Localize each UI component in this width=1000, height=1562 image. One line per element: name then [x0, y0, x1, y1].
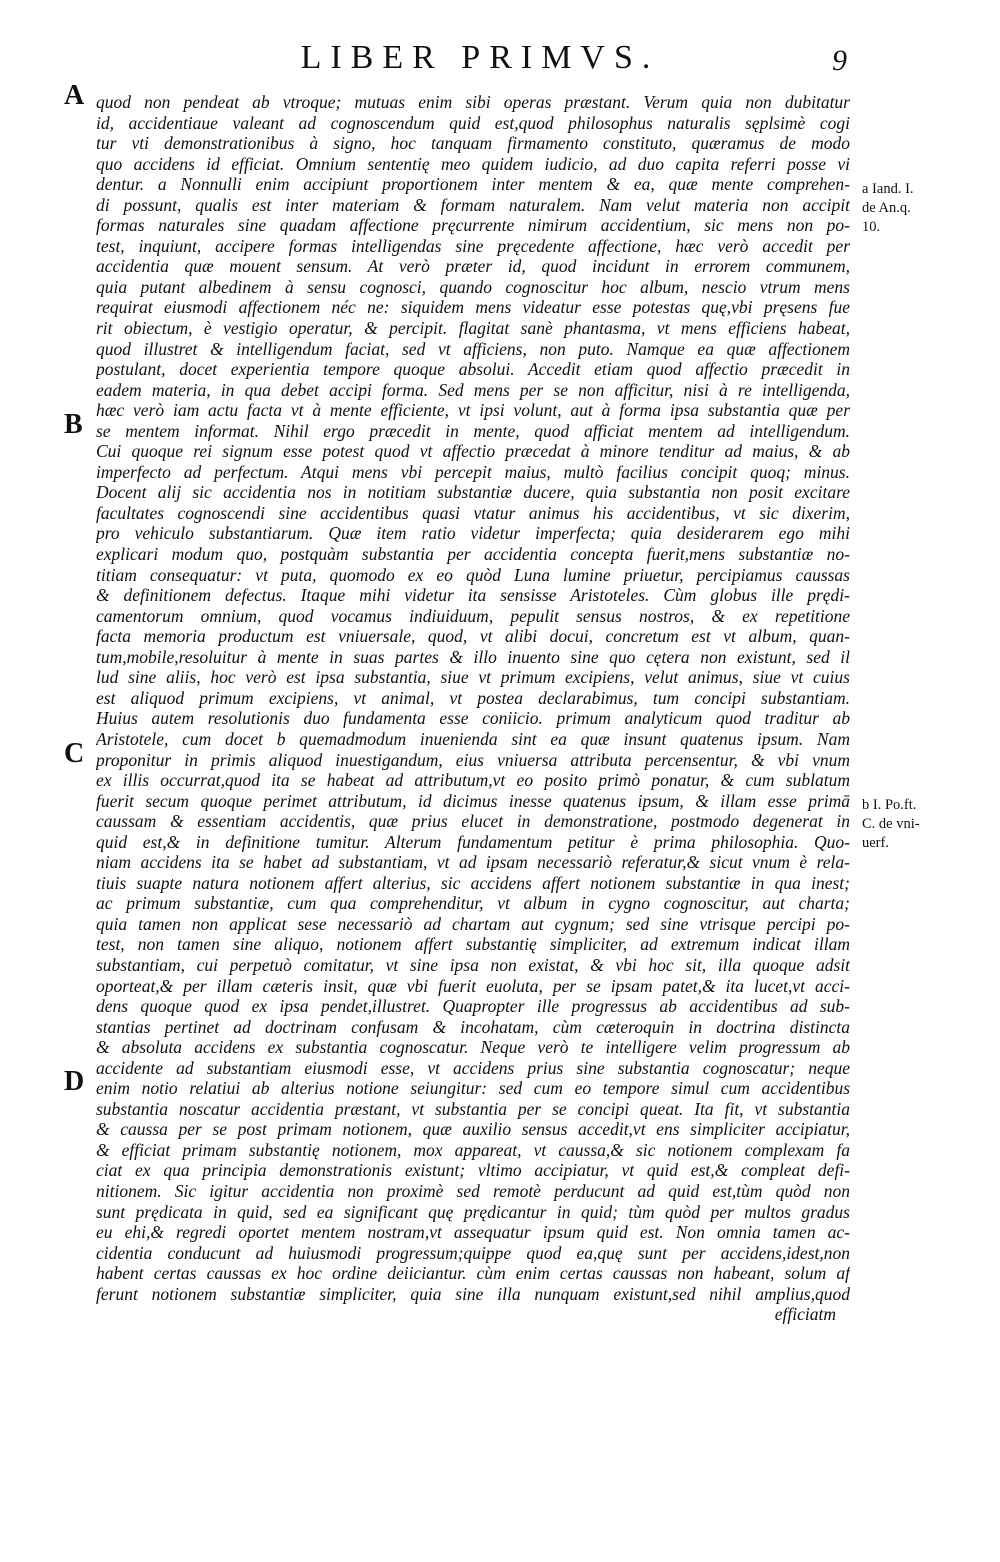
text-line: ac primum substantiæ, cum qua comprehenditur, vt album in cygno cognoscitur, aut charta; — [96, 893, 850, 914]
text-line: quid est,& in definitione tumitur. Alterum fundamentum petitur è prima philosophia. Quo- — [96, 831, 850, 852]
text-line: fuerit secum quoque perimet attributum, id dicimus inesse quatenus ipsum, & illam esse primā — [96, 790, 850, 811]
section-letter-c: C — [64, 738, 85, 769]
text-line: dentur. a Nonnulli enim accipiunt proportionem inter mentem & ea, quæ mente comprehen- — [96, 174, 850, 195]
text-line: cidentia conducunt ad huiusmodi progressum;quippe quod ea,quę sunt per accidens,idest,non — [96, 1242, 850, 1263]
margin-note-b — [862, 796, 982, 853]
text-line: est aliquod primum excipiens, vt animal, vt postea declarabimus, tum concipi substantiam. — [96, 687, 850, 708]
margin-note-a — [862, 180, 982, 237]
text-line: & caussa per se post primam notionem, quæ auxilio sensus accedit,vt ens simpliciter accipiatur, — [96, 1119, 850, 1140]
section-letter-b: B — [64, 409, 83, 440]
text-line: quod non pendeat ab vtroque; mutuas enim sibi operas præstant. Verum quia non dubitatur — [96, 92, 850, 112]
text-line: accidente ad substantiam eiusmodi esse, vt accidens prius sine substantia cognoscatur; neque — [96, 1057, 850, 1078]
text-line: explicari modum quo, postquàm substantia per accidentia concepta fuerit,mens substantiæ no- — [96, 544, 850, 565]
page-number: 9 — [832, 44, 847, 77]
text-line: facta memoria productum est vniuersale, quod, vt alibi docui, concretum est vt album, quan- — [96, 626, 850, 647]
text-line: quia tamen non applicat sese necessariò ad chartam aut cygnum; sed sine vtrisque percipi po- — [96, 913, 850, 934]
text-line: & absoluta accidens ex substantia cognoscatur. Neque verò te intelligere velim progressum ab — [96, 1037, 850, 1058]
text-line: camentorum omnium, quod vocamus indiuiduum, pepulit sensus nostros, & ex repetitione — [96, 605, 850, 626]
text-line: Huius autem resolutionis duo fundamenta esse coniicio. primum analyticum quod traditur ab — [96, 708, 850, 729]
text-line: lud sine aliis, hoc verò est ipsa substantia, siue vt primum excipiens, velut animus, siue vt cuius — [96, 667, 850, 688]
margin-note-line: uerf. — [862, 835, 889, 851]
text-line: dens quoque quod ex ipsa pendet,illustret. Quapropter ille progressus ab accidentibus ad sub- — [96, 996, 850, 1017]
text-line: postulant, docet experientia tempore quoque absolui. Accedit etiam quod affectio præcedit in — [96, 359, 850, 380]
text-line: ex illis occurrat,quod ita se habeat ad attributum,vt eo posito primò ponatur, & cum sublatum — [96, 770, 850, 791]
text-line: quod illustret & intelligendum faciat, sed vt afficiens, non puto. Namque ea quæ affectionem — [96, 338, 850, 359]
text-line: titiam consequatur: vt puta, quomodo ex eo quòd Luna lumine priuetur, percipiamus caussas — [96, 564, 850, 585]
text-line: accidentia quæ mouent sensum. At verò præter id, quod incidunt in errorem communem, — [96, 256, 850, 277]
text-line: Docent alij sic accidentia nos in notitiam substantiæ ducere, quia substantia non posit excitare — [96, 482, 850, 503]
margin-note-line: a Iand. I. — [862, 181, 914, 197]
text-line: eu ehi,& regredi oportet mentem nostram,vt assequatur ipsum quid est. Non omnia tamen ac- — [96, 1222, 850, 1243]
margin-note-line: b I. Po.ft. — [862, 797, 917, 813]
text-line: formas naturales sine quadam affectione pręcurrente nimirum accidentium, sic mens non po- — [96, 215, 850, 236]
text-line: caussam & essentiam accidentis, quæ prius elucet in demonstratione, postmodo degenerat in — [96, 811, 850, 832]
margin-note-line: 10. — [862, 219, 881, 235]
margin-note-line: C. de vni- — [862, 816, 920, 832]
text-line: tur vti demonstrationibus à signo, hoc tanquam firmamento constituto, quæramus de modo — [96, 133, 850, 154]
text-line: pro vehiculo substantiarum. Quæ item ratio videtur imperfecta; quia desiderarem ego mihi — [96, 523, 850, 544]
text-line: habent certas caussas ex hoc ordine deiiciantur. cùm enim certas caussas non habeant, solum af — [96, 1263, 850, 1284]
text-line: imperfecto ad perfectum. Atqui mens vbi percepit maius, multò facilius concipit quoq; minus. — [96, 461, 850, 482]
margin-note-line: de An.q. — [862, 200, 911, 216]
text-line: rit obiectum, è vestigio operatur, & percipit. flagitat sanè phantasma, vt mens efficiens habeat, — [96, 318, 850, 339]
text-line: requirat eiusmodi affectionem néc ne: siquidem mens videatur esse potestas quę,vbi pręsens fue — [96, 297, 850, 318]
text-line: Cui quoque rei signum esse potest quod vt affectio præcedat à minore tenditur ad maius, & ab — [96, 441, 850, 462]
text-line: sunt prędicata in quid, sed ea significant quę prędicantur in quid; tùm quòd per multos gradus — [96, 1201, 850, 1222]
text-line: tiuis suapte natura notionem affert alterius, sic accidens affert notionem substantiæ in qua inest; — [96, 872, 850, 893]
text-line: efficiatm — [774, 1304, 836, 1325]
text-line: quia putant albedinem à sensu cognosci, quando cognoscitur hoc album, nescio vtrum mens — [96, 276, 850, 297]
text-line: & definitionem defectus. Itaque mihi videtur ita sensisse Aristoteles. Cùm globus ille prędi- — [96, 585, 850, 606]
text-line: test, inquiunt, accipere formas intelligendas sine pręcedente affectione, hæc verò accedit per — [96, 235, 850, 256]
text-line: oporteat,& per illam cæteris insit, quæ vbi fuerit euoluta, per se ipsam patet,& ita lucet,vt acci- — [96, 975, 850, 996]
text-line: stantias pertinet ad doctrinam confusam & incohatam, cùm cæteroquin in doctrina distincta — [96, 1016, 850, 1037]
text-line: ciat ex qua principia demonstrationis existunt; vltimo accipiatur, vt quid est,& compleat defi- — [96, 1160, 850, 1181]
text-line: Aristotele, cum docet b quemadmodum inuenienda sint ea quæ insunt quatenus ipsum. Nam — [96, 728, 850, 749]
text-line: di possunt, qualis est inter materiam & formam naturalem. Nam velut materia non accipit — [96, 194, 850, 215]
text-line: niam accidens ita se habet ad substantiam, vt ad ipsam necessariò referatur,& sicut vnum è rela- — [96, 852, 850, 873]
text-line: test, non tamen sine aliquo, notionem affert substantię simpliciter, ad extremum indicat illam — [96, 934, 850, 955]
text-line: quo accidens id efficiat. Omnium sententię meo quidem iudicio, ad duo capita referri posse vi — [96, 153, 850, 174]
body-text — [96, 92, 850, 1325]
section-letter-a: A — [64, 80, 85, 111]
text-line: nitionem. Sic igitur accidentia non proximè sed remotè perducunt ad quid est,tùm quòd non — [96, 1180, 850, 1201]
text-line: se mentem informat. Nihil ergo præcedit in mente, quod afficiat mentem ad intelligendum. — [96, 420, 850, 441]
text-line: enim notio relatiui ab alterius notione seiungitur: sed cum eo tempore simul cum accidentibus — [96, 1078, 850, 1099]
text-line: tum,mobile,resoluitur à mente in suas partes & illo inuento sine quo cętera non existunt, sed il — [96, 646, 850, 667]
section-letter-d: D — [64, 1066, 85, 1097]
text-line: id, accidentiaue valeant ad cognoscendum quid est,quod philosophus naturalis sęplsimè cogi — [96, 112, 850, 133]
text-line: facultates cognoscendi sine accidentibus quasi vtatur animus his accidentibus, vt sic dixerim, — [96, 502, 850, 523]
text-line: eadem materia, in qua debet accipi forma. Sed mens per se non afficitur, nisi à re intelligenda, — [96, 379, 850, 400]
text-line: substantia noscatur accidentia præstant, vt substantia per se concipi queat. Ita fit, vt substantia — [96, 1098, 850, 1119]
text-line: substantiam, cui perpetuò comitatur, vt sine ipsa non existat, & vbi hoc sit, illa quoque adsit — [96, 954, 850, 975]
text-line: proponitur in primis aliquod inuestigandum, eius vniuersa attributa percensentur, & vbi vnum — [96, 749, 850, 770]
text-line: hæc verò iam actu facta vt à mente efficiente, vt ipsi volunt, aut à forma ipsa substantia quæ per — [96, 400, 850, 421]
text-line: & efficiat primam substantię notionem, mox appareat, vt caussa,& sic notionem complexam fa — [96, 1139, 850, 1160]
running-title: LIBER PRIMVS. — [300, 39, 660, 76]
text-line: ferunt notionem substantiæ simpliciter, quia sine illa nunquam existunt,sed nihil amplius,quod — [96, 1283, 850, 1304]
